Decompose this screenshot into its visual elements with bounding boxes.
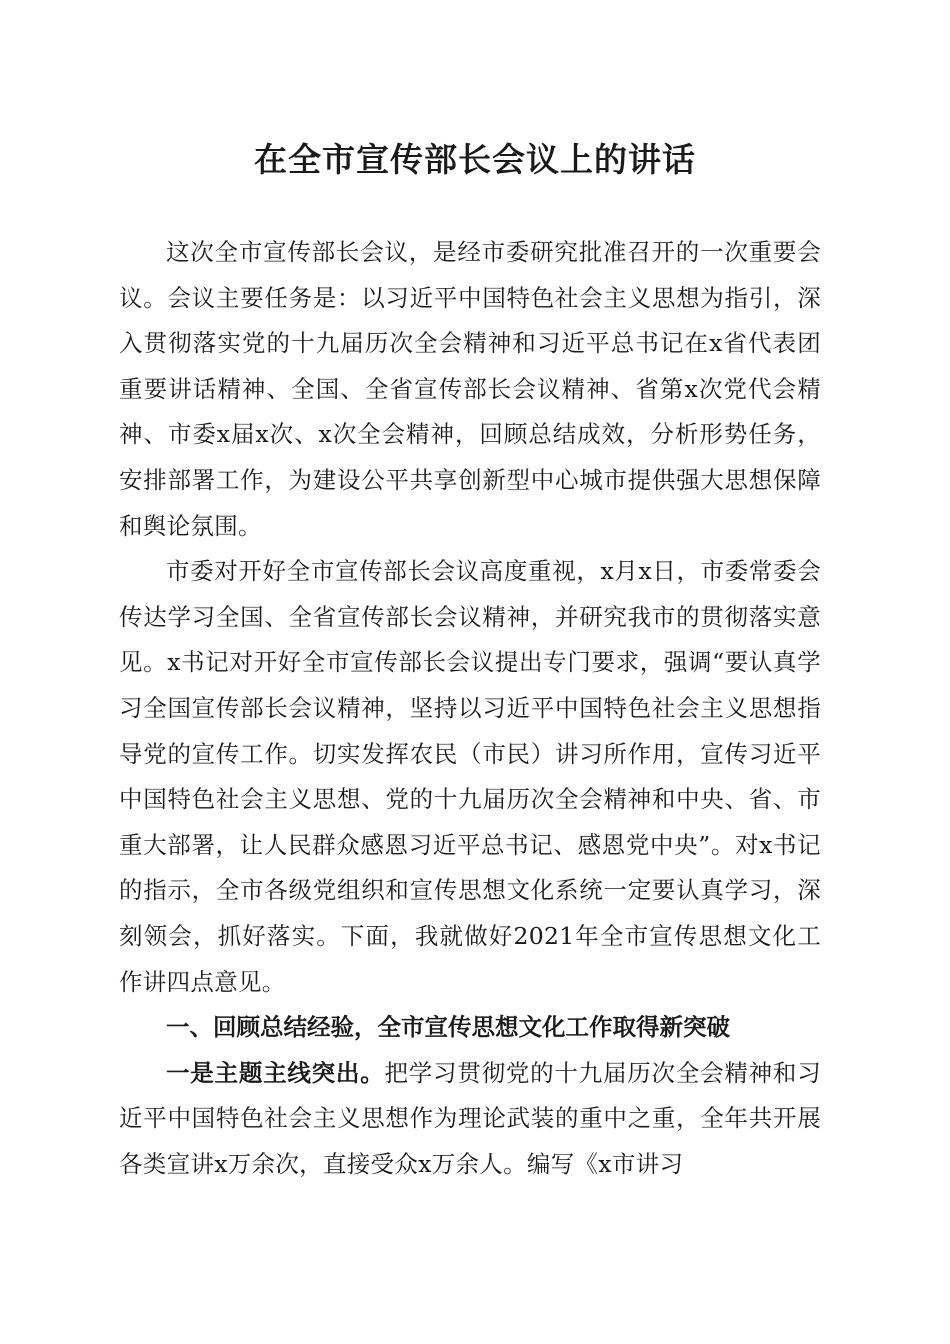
section-heading-one: 一、回顾总结经验，全市宣传思想文化工作取得新突破 bbox=[166, 1013, 730, 1042]
paragraph-intro: 这次全市宣传部长会议，是经市委研究批准召开的一次重要会议。会议主要任务是：以习近平中国特色社会主义思想为指引，深入贯彻落实党的十九届历次全会精神和习近平总书记在x省代表团重要讲话精神、全国、全省宣传部长会议精神、省第x次党代会精神、市委x届x次、x次全会精神，回顾总结成效，分析形势任务，安排部署工作，为建设公平共享创新型中心城市提供强大思想保障和舆论氛围。 bbox=[119, 238, 821, 540]
document-title: 在全市宣传部长会议上的讲话 bbox=[254, 140, 696, 179]
document-body bbox=[119, 230, 821, 1187]
point-one-text: 把学习贯彻党的十九届历次全会精神和习近平中国特色社会主义思想作为理论武装的重中之重，全年共开展各类宣讲x万余次，直接受众x万余人。编写《x市讲习 bbox=[119, 1058, 822, 1178]
paragraph-committee: 市委对开好全市宣传部长会议高度重视，x月x日，市委常委会传达学习全国、全省宣传部长会议精神，并研究我市的贯彻落实意见。x书记对开好全市宣传部长会议提出专门要求，强调“要认真学习全国宣传部长会议精神，坚持以习近平中国特色社会主义思想指导党的宣传工作。切实发挥农民（市民）讲习所作用，宣传习近平中国特色社会主义思想、党的十九届历次全会精神和中央、省、市重大部署，让人民群众感恩习近平总书记、感恩党中央”。对x书记的指示，全市各级党组织和宣传思想文化系统一定要认真学习，深刻领会，抓好落实。下面，我就做好2021年全市宣传思想文化工作讲四点意见。 bbox=[119, 557, 821, 996]
point-one-lead: 一是主题主线突出。 bbox=[166, 1058, 385, 1087]
paragraph-point-one bbox=[119, 1051, 821, 1188]
